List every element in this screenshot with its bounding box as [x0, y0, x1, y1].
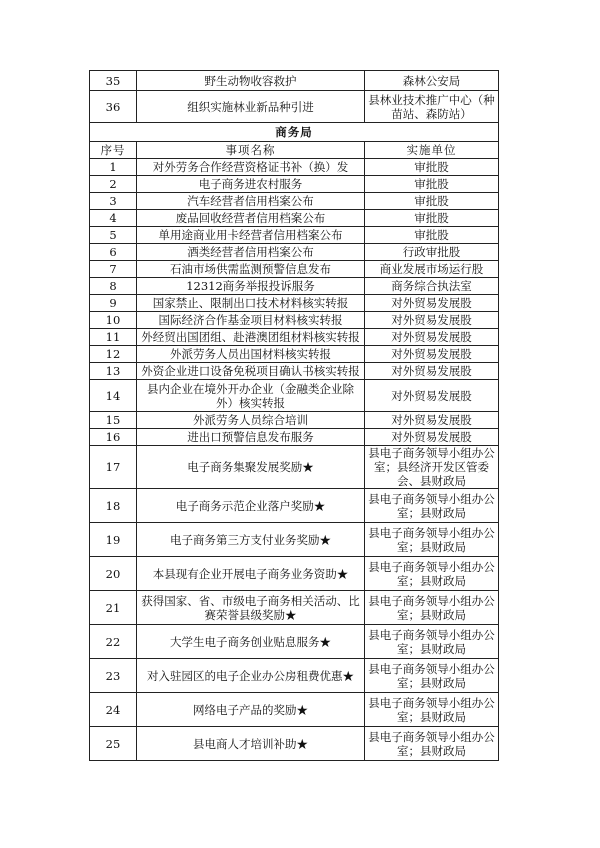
implementing-unit: 县电子商务领导小组办公室；县财政局 — [365, 557, 499, 591]
table-row — [90, 625, 499, 659]
row-number: 17 — [90, 446, 137, 489]
item-name: 网络电子产品的奖励★ — [137, 693, 365, 727]
implementing-unit: 商业发展市场运行股 — [365, 261, 499, 278]
section-title: 商务局 — [90, 123, 499, 142]
implementing-unit: 县电子商务领导小组办公室；县财政局 — [365, 523, 499, 557]
implementing-unit: 对外贸易发展股 — [365, 329, 499, 346]
row-number: 6 — [90, 244, 137, 261]
table-row — [90, 363, 499, 380]
item-name: 外派劳务人员综合培训 — [137, 412, 365, 429]
header-item-name: 事项名称 — [137, 142, 365, 159]
item-name: 汽车经营者信用档案公布 — [137, 193, 365, 210]
item-name: 组织实施林业新品种引进 — [137, 91, 365, 123]
implementing-unit: 县电子商务领导小组办公室；县财政局 — [365, 659, 499, 693]
row-number: 1 — [90, 159, 137, 176]
table-row — [90, 71, 499, 91]
table-row — [90, 244, 499, 261]
item-name: 获得国家、省、市级电子商务相关活动、比赛荣誉县级奖励★ — [137, 591, 365, 625]
row-number: 35 — [90, 71, 137, 91]
item-name: 外经贸出国团组、赴港澳团组材料核实转报 — [137, 329, 365, 346]
implementing-unit: 对外贸易发展股 — [365, 363, 499, 380]
row-number: 23 — [90, 659, 137, 693]
row-number: 2 — [90, 176, 137, 193]
implementing-unit: 县电子商务领导小组办公室；县财政局 — [365, 727, 499, 761]
implementing-unit: 县电子商务领导小组办公室；县财政局 — [365, 489, 499, 523]
item-name: 外资企业进口设备免税项目确认书核实转报 — [137, 363, 365, 380]
header-unit: 实施单位 — [365, 142, 499, 159]
row-number: 19 — [90, 523, 137, 557]
row-number: 36 — [90, 91, 137, 123]
table-row — [90, 659, 499, 693]
implementing-unit: 审批股 — [365, 176, 499, 193]
item-name: 电子商务集聚发展奖励★ — [137, 446, 365, 489]
item-name: 废品回收经营者信用档案公布 — [137, 210, 365, 227]
service-items-table — [89, 70, 499, 761]
item-name: 电子商务示范企业落户奖励★ — [137, 489, 365, 523]
table-row — [90, 261, 499, 278]
section-row — [90, 123, 499, 142]
table-row — [90, 193, 499, 210]
table-row — [90, 329, 499, 346]
implementing-unit: 审批股 — [365, 227, 499, 244]
implementing-unit: 审批股 — [365, 193, 499, 210]
implementing-unit: 县电子商务领导小组办公室；县财政局 — [365, 625, 499, 659]
item-name: 电子商务进农村服务 — [137, 176, 365, 193]
item-name: 12312商务举报投诉服务 — [137, 278, 365, 295]
table-row — [90, 346, 499, 363]
implementing-unit: 对外贸易发展股 — [365, 312, 499, 329]
implementing-unit: 县电子商务领导小组办公室；县财政局 — [365, 693, 499, 727]
item-name: 大学生电子商务创业贴息服务★ — [137, 625, 365, 659]
item-name: 进出口预警信息发布服务 — [137, 429, 365, 446]
row-number: 16 — [90, 429, 137, 446]
implementing-unit: 县电子商务领导小组办公室；县经济开发区管委会、县财政局 — [365, 446, 499, 489]
implementing-unit: 对外贸易发展股 — [365, 380, 499, 412]
item-name: 国家禁止、限制出口技术材料核实转报 — [137, 295, 365, 312]
item-name: 国际经济合作基金项目材料核实转报 — [137, 312, 365, 329]
implementing-unit: 县电子商务领导小组办公室；县财政局 — [365, 591, 499, 625]
row-number: 11 — [90, 329, 137, 346]
item-name: 单用途商业用卡经营者信用档案公布 — [137, 227, 365, 244]
header-row — [90, 142, 499, 159]
item-name: 对入驻园区的电子企业办公房租费优惠★ — [137, 659, 365, 693]
row-number: 7 — [90, 261, 137, 278]
implementing-unit: 对外贸易发展股 — [365, 429, 499, 446]
table-row — [90, 278, 499, 295]
table-row — [90, 380, 499, 412]
implementing-unit: 审批股 — [365, 159, 499, 176]
row-number: 24 — [90, 693, 137, 727]
row-number: 12 — [90, 346, 137, 363]
table-row — [90, 557, 499, 591]
row-number: 25 — [90, 727, 137, 761]
item-name: 野生动物收容救护 — [137, 71, 365, 91]
item-name: 外派劳务人员出国材料核实转报 — [137, 346, 365, 363]
table-row — [90, 210, 499, 227]
table-row — [90, 727, 499, 761]
implementing-unit: 审批股 — [365, 210, 499, 227]
table-row — [90, 412, 499, 429]
implementing-unit: 县林业技术推广中心（种苗站、森防站） — [365, 91, 499, 123]
implementing-unit: 行政审批股 — [365, 244, 499, 261]
table-row — [90, 312, 499, 329]
row-number: 5 — [90, 227, 137, 244]
table-row — [90, 429, 499, 446]
implementing-unit: 对外贸易发展股 — [365, 295, 499, 312]
table-row — [90, 159, 499, 176]
implementing-unit: 森林公安局 — [365, 71, 499, 91]
row-number: 4 — [90, 210, 137, 227]
row-number: 22 — [90, 625, 137, 659]
table-row — [90, 446, 499, 489]
row-number: 20 — [90, 557, 137, 591]
table-row — [90, 523, 499, 557]
item-name: 石油市场供需监测预警信息发布 — [137, 261, 365, 278]
item-name: 县内企业在境外开办企业（金融类企业除外）核实转报 — [137, 380, 365, 412]
row-number: 14 — [90, 380, 137, 412]
row-number: 8 — [90, 278, 137, 295]
item-name: 酒类经营者信用档案公布 — [137, 244, 365, 261]
row-number: 15 — [90, 412, 137, 429]
row-number: 9 — [90, 295, 137, 312]
header-number: 序号 — [90, 142, 137, 159]
table-row — [90, 693, 499, 727]
item-name: 对外劳务合作经营资格证书补（换）发 — [137, 159, 365, 176]
table-row — [90, 176, 499, 193]
item-name: 本县现有企业开展电子商务业务资助★ — [137, 557, 365, 591]
table-row — [90, 591, 499, 625]
implementing-unit: 对外贸易发展股 — [365, 346, 499, 363]
table-row — [90, 489, 499, 523]
implementing-unit: 对外贸易发展股 — [365, 412, 499, 429]
item-name: 电子商务第三方支付业务奖励★ — [137, 523, 365, 557]
row-number: 18 — [90, 489, 137, 523]
row-number: 10 — [90, 312, 137, 329]
table-row — [90, 227, 499, 244]
table-body — [90, 71, 499, 761]
row-number: 3 — [90, 193, 137, 210]
row-number: 21 — [90, 591, 137, 625]
row-number: 13 — [90, 363, 137, 380]
implementing-unit: 商务综合执法室 — [365, 278, 499, 295]
item-name: 县电商人才培训补助★ — [137, 727, 365, 761]
table-row — [90, 91, 499, 123]
table-row — [90, 295, 499, 312]
